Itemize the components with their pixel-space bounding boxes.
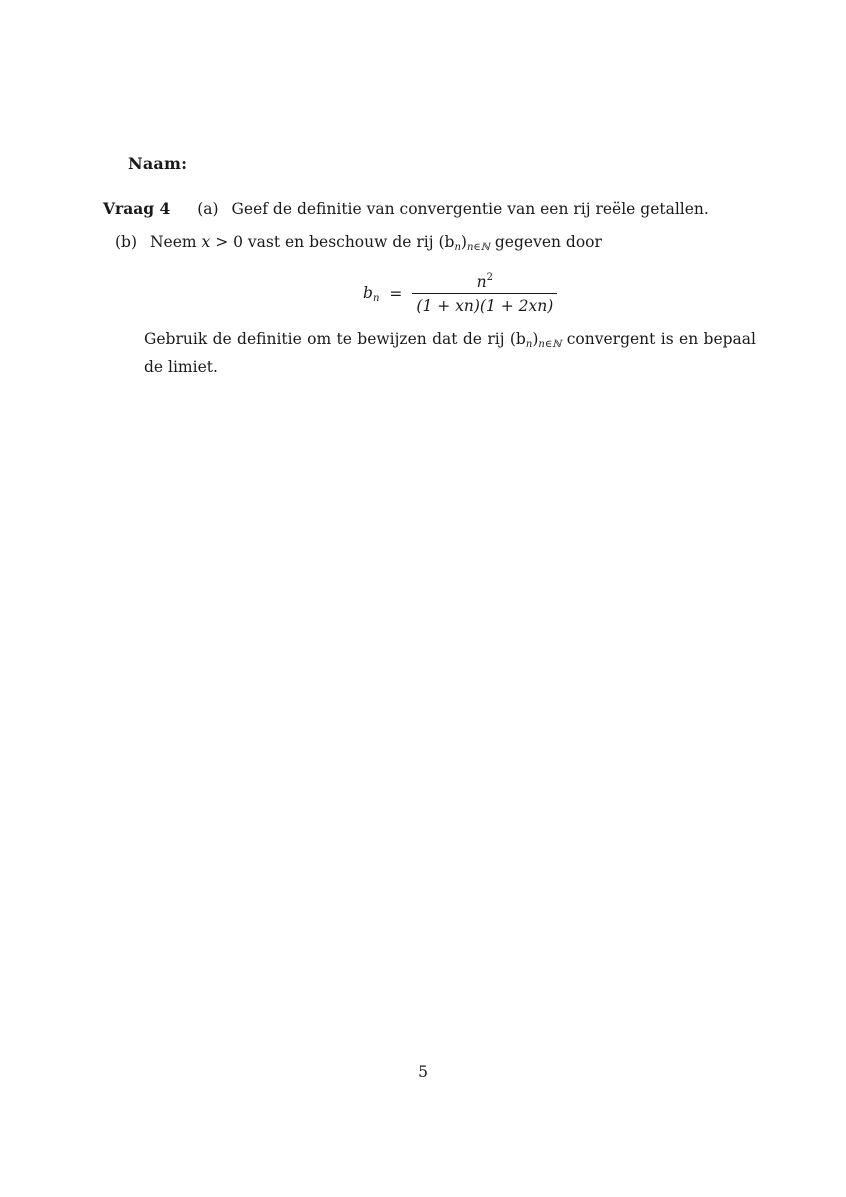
formula-lhs: $b_n$ [363, 283, 380, 304]
part-b-intro-line [115, 233, 602, 253]
formula-numerator: $n^2$ [476, 272, 494, 291]
variable-x: x [201, 233, 211, 251]
formula-equals: = [389, 284, 403, 303]
part-b-instruction: Gebruik de definitie om te bewijzen dat de rij $(b_n)_{n\in ℕ}$ convergent is en bepaal de limiet. [144, 330, 756, 376]
formula-denominator: (1 + xn)(1 + 2xn) [412, 293, 557, 315]
sequence-open: (b [438, 233, 455, 251]
page-number: 5 [418, 1063, 428, 1081]
part-b-label: (b) [115, 233, 138, 251]
sequence-index: n∈ℕ [466, 242, 490, 253]
question-title: Vraag 4 [103, 199, 171, 218]
sequence-subscript-n: n [454, 242, 461, 253]
part-b-intro-3: gegeven door [494, 233, 602, 251]
condition: > 0 [210, 233, 248, 251]
question-header-line [103, 199, 709, 218]
part-b-intro-1: Neem [149, 233, 197, 251]
part-a-label: (a) [197, 200, 219, 218]
part-b-intro-2: vast en beschouw de rij [247, 233, 434, 251]
formula-fraction [412, 272, 557, 315]
name-label: Naam: [128, 154, 188, 173]
part-a-text: Geef de definitie van convergentie van een rij reële getallen. [231, 200, 709, 218]
sequence-formula [363, 272, 557, 315]
sequence-close: ) [460, 233, 467, 251]
